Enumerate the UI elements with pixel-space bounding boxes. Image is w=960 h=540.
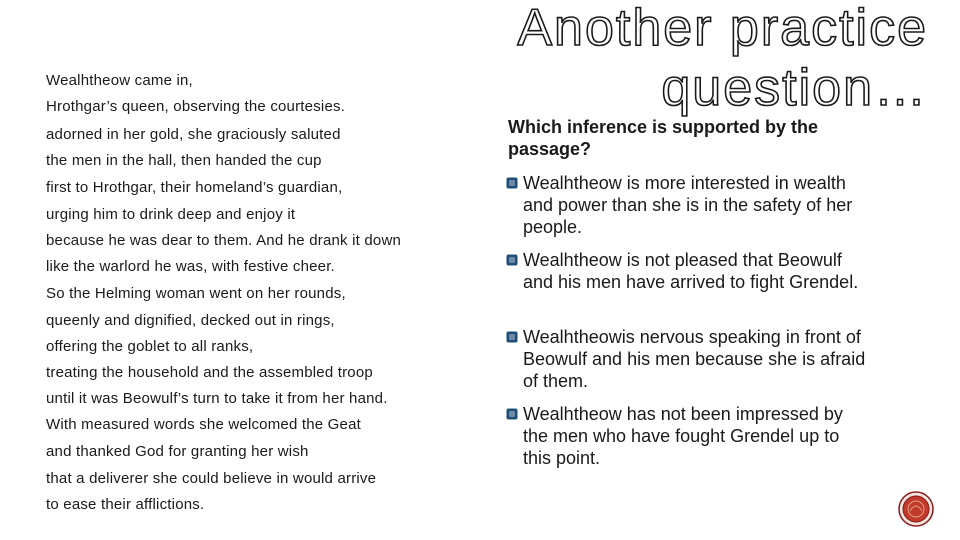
slide-title bbox=[508, 0, 928, 117]
passage-line: until it was Beowulf’s turn to take it from her hand. bbox=[46, 390, 388, 407]
passage-line: With measured words she welcomed the Geat bbox=[46, 416, 362, 433]
passage-line: adorned in her gold, she graciously saluted bbox=[46, 126, 341, 143]
title-line-1: Another practice bbox=[517, 0, 928, 57]
passage-line: because he was dear to them. And he drank it down bbox=[46, 232, 402, 249]
passage-line: first to Hrothgar, their homeland’s guardian, bbox=[46, 179, 343, 196]
passage-line: queenly and dignified, decked out in rings, bbox=[46, 312, 335, 329]
title-line-2: question… bbox=[661, 59, 928, 117]
answer-option[interactable] bbox=[506, 249, 866, 293]
answer-option-text: Wealhtheow is not pleased that Beowulf and his men have arrived to fight Grendel. bbox=[523, 250, 859, 292]
question-text: Which inference is supported by the passage? bbox=[508, 117, 819, 159]
answer-option[interactable] bbox=[506, 172, 866, 238]
square-checkbox-bullet-icon bbox=[506, 177, 518, 189]
passage-line: to ease their afflictions. bbox=[46, 496, 205, 513]
passage-line: urging him to drink deep and enjoy it bbox=[46, 206, 296, 223]
answer-option-text: Wealhtheowis nervous speaking in front of Beowulf and his men because she is afraid of them. bbox=[523, 327, 866, 391]
answer-option-text: Wealhtheow is more interested in wealth and power than she is in the safety of her people. bbox=[523, 173, 853, 237]
circular-seal-logo-icon bbox=[898, 491, 934, 527]
passage-line: treating the household and the assembled troop bbox=[46, 364, 373, 381]
passage-line: and thanked God for granting her wish bbox=[46, 443, 309, 460]
answer-option[interactable] bbox=[506, 403, 866, 469]
square-checkbox-bullet-icon bbox=[506, 254, 518, 266]
answer-option[interactable] bbox=[506, 326, 866, 392]
passage-line: that a deliverer she could believe in would arrive bbox=[46, 470, 377, 487]
square-checkbox-bullet-icon bbox=[506, 331, 518, 343]
passage-line: Wealhtheow came in, bbox=[46, 72, 193, 89]
passage-line: like the warlord he was, with festive cheer. bbox=[46, 258, 335, 275]
passage-line: So the Helming woman went on her rounds, bbox=[46, 285, 346, 302]
answer-option-text: Wealhtheow has not been impressed by the men who have fought Grendel up to this point. bbox=[523, 404, 843, 468]
passage-line: offering the goblet to all ranks, bbox=[46, 338, 254, 355]
passage-line: Hrothgar’s queen, observing the courtesies. bbox=[46, 98, 346, 115]
square-checkbox-bullet-icon bbox=[506, 408, 518, 420]
passage-line: the men in the hall, then handed the cup bbox=[46, 152, 322, 169]
